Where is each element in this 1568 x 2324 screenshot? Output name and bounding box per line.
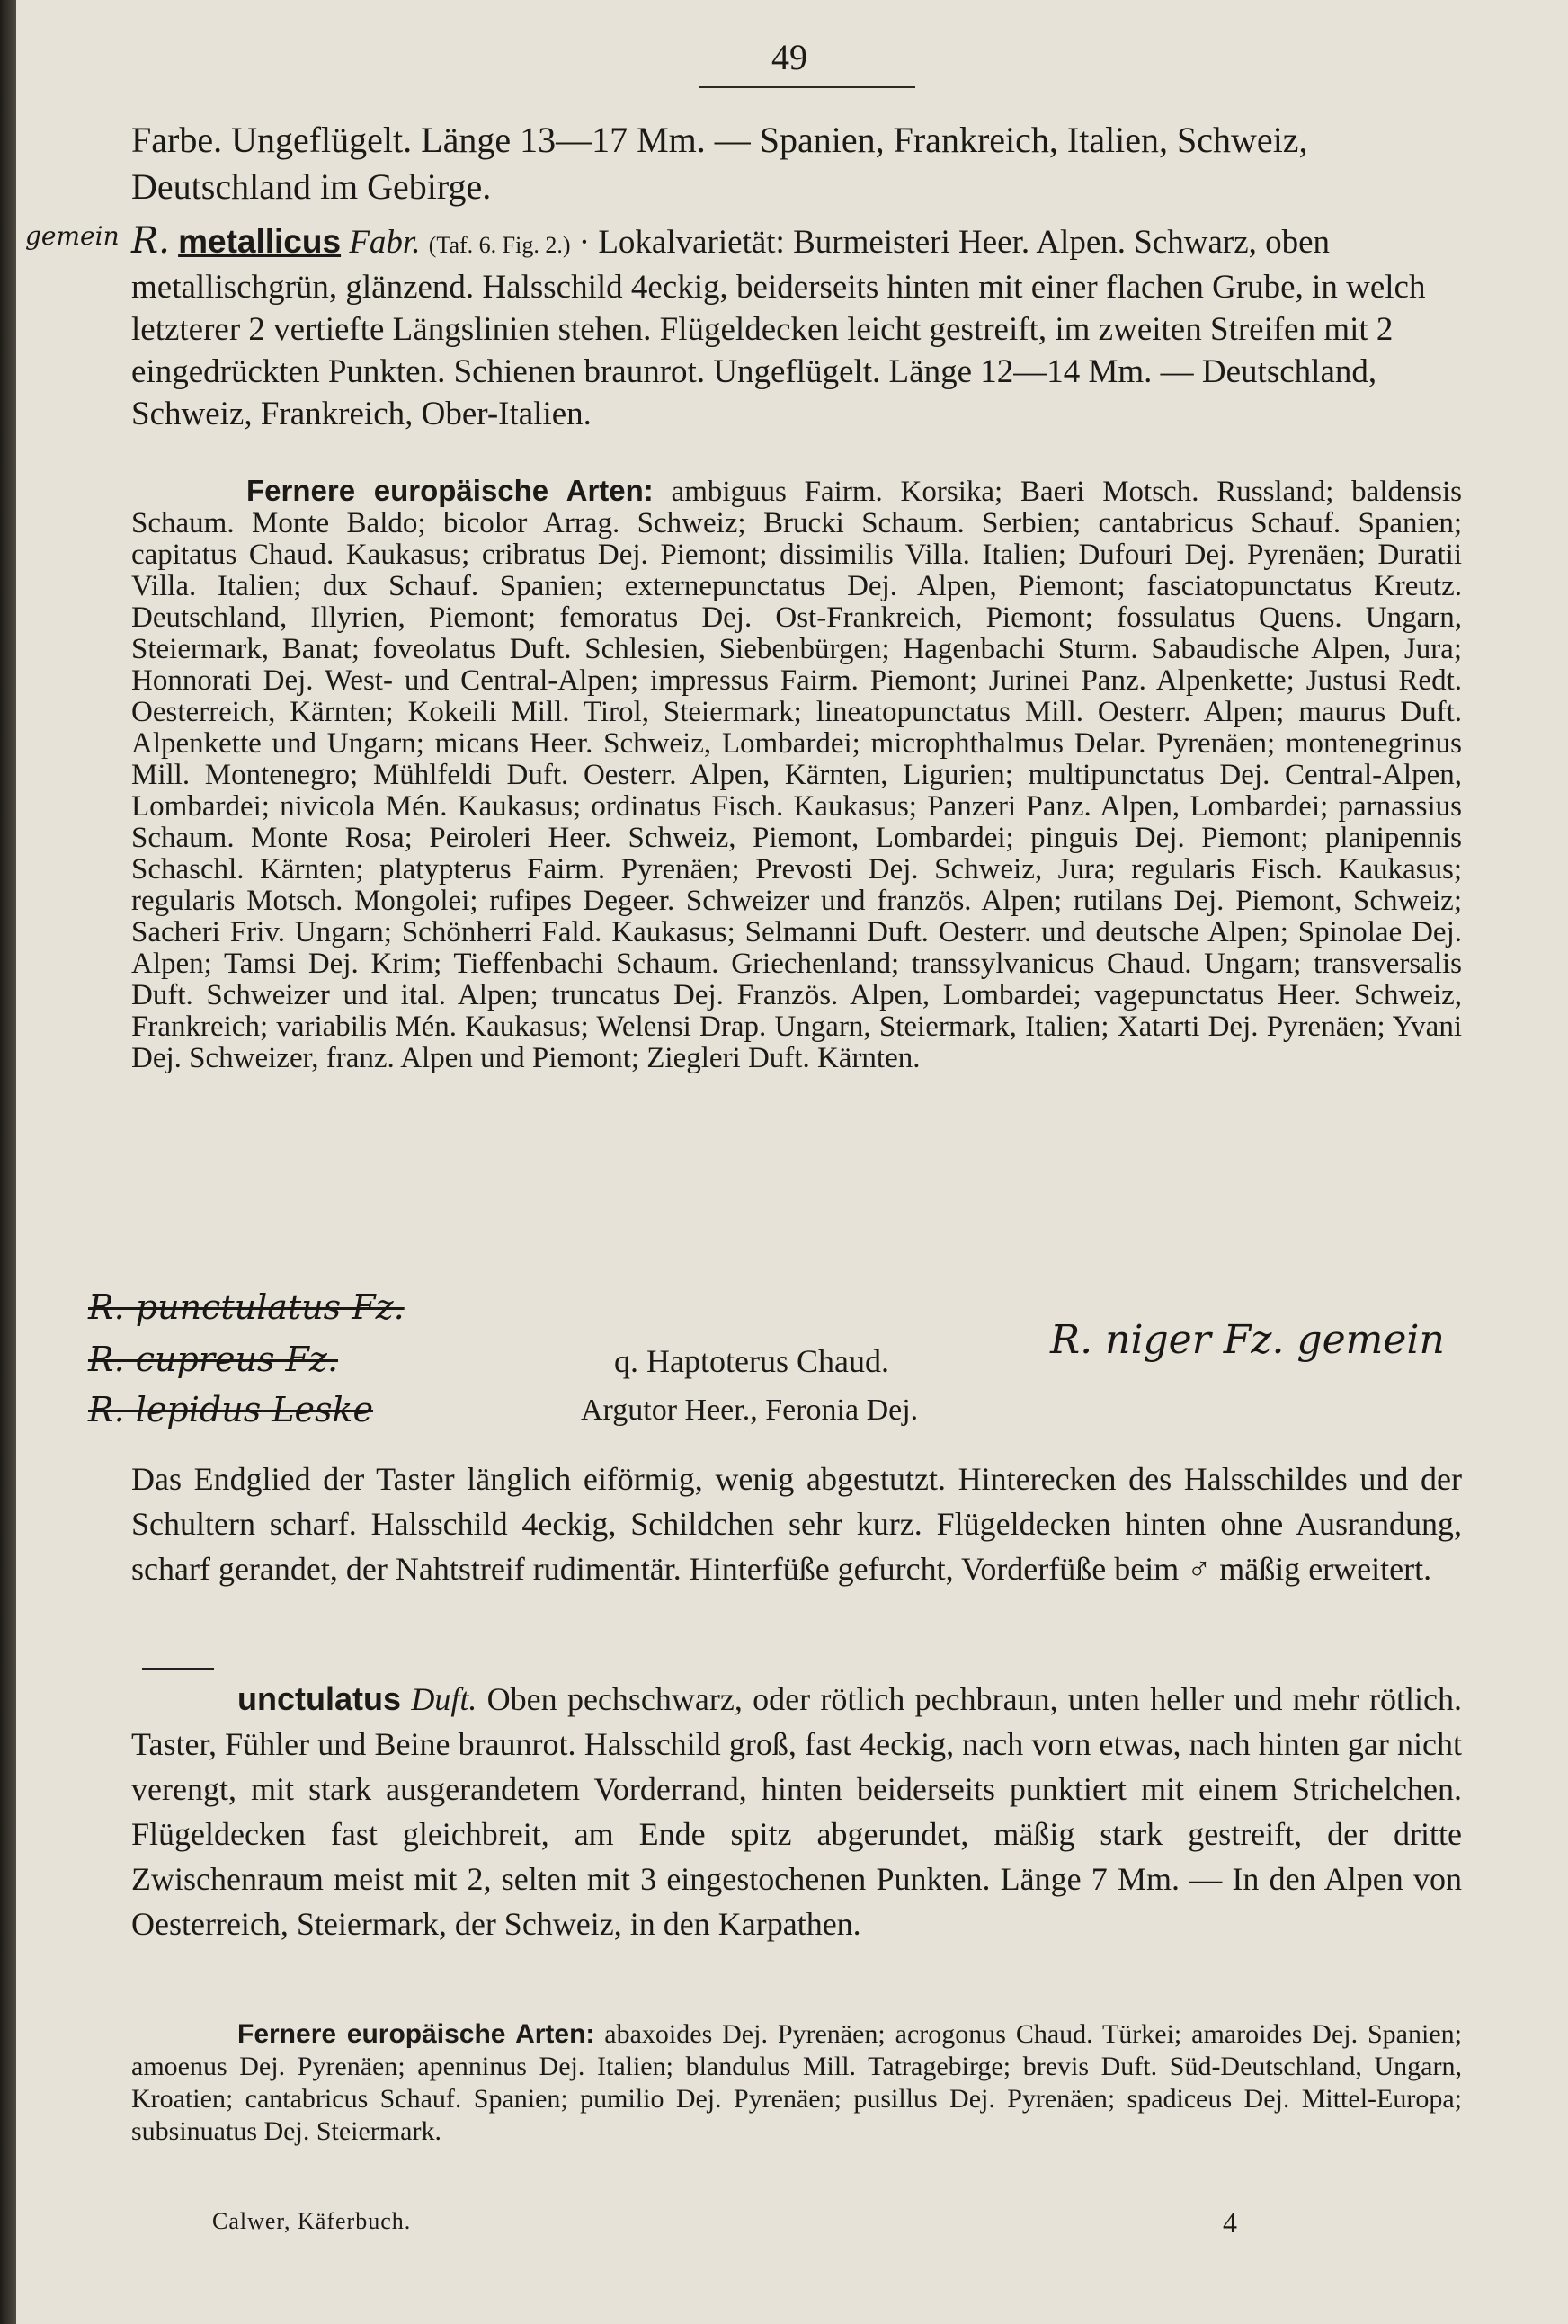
genus-description: Das Endglied der Taster länglich eiförmig, wenig abgestutzt. Hinterecken des Halsschildes und der Schultern scharf. Halsschild 4eckig, Schildchen sehr kurz. Flügeldecken hinten ohne Ausrandung, scharf gerandet, der Nahtstreif rudimentär. Hinterfüße gefurcht, Vorderfüße beim ♂ mäßig erweitert. [131,1461,1462,1587]
book-page [16,0,1568,2324]
further-species-text: abaxoides Dej. Pyrenäen; acrogonus Chaud. Türkei; amaroides Dej. Spanien; amoenus Dej. Pyrenäen; apenninus Dej. Italien; blandulus Mill. Tatragebirge; brevis Duft. Süd-Deutschland, Ungarn, Kroatien; cantabricus Schauf. Spanien; pumilio Dej. Pyrenäen; pusillus Dej. Pyrenäen; spadiceus Dej. Mittel-Europa; subsinuatus Dej. Steiermark. [131,2019,1462,2146]
genus-abbrev-handwritten: R. [131,220,170,262]
further-species-label: Fernere europäische Arten: [246,474,654,507]
species-description: Oben pechschwarz, oder rötlich pechbraun, unten heller und mehr rötlich. Taster, Fühler und Beine braunrot. Halsschild groß, fast 4eckig, nach vorn etwas, nach hinten gar nicht verengt, mit stark ausgerandetem Vorderrand, hinten beiderseits punktiert mit einem Strichelchen. Flügeldecken fast gleichbreit, am Ende spitz abgerundet, mäßig stark gestreift, der dritte Zwischenraum meist mit 2, selten mit 3 eingestochenen Punkten. Länge 7 Mm. — In den Alpen von Oesterreich, Steiermark, der Schweiz, in den Karpathen. [131,1681,1463,1942]
header-rule [699,86,915,88]
struck-note-2: R. cupreus Fz. [88,1340,339,1379]
footer-signature-mark: 4 [1223,2206,1237,2239]
footer-book-title: Calwer, Käferbuch. [212,2208,412,2234]
species-description: · Lokalvarietät: Burmeisteri Heer. Alpen. Schwarz, oben metallischgrün, glänzend. Halsschild 4eckig, beiderseits hinten mit einer flachen Grube, in welch letzterer 2 vertiefte Längslinien stehen. Flügeldecken leicht gestreift, im zweiten Streifen mit 2 eingedrückten Punkten. Schienen braunrot. Ungeflügelt. Länge 12—14 Mm. — Deutschland, Schweiz, Frankreich, Ober-Italien. [131,224,1426,432]
handwritten-note: R. niger Fz. gemein [1050,1317,1445,1363]
struck-note-1: R. punctulatus Fz. [88,1287,405,1327]
further-species-list-2 [131,2018,1462,2148]
further-species-list-1 [131,475,1462,1074]
page-number: 49 [771,37,807,77]
genus-heading: q. Haptoterus Chaud. [614,1343,889,1379]
further-species-label: Fernere europäische Arten: [237,2019,595,2049]
species-unctulatus [131,1677,1462,1946]
species-author: Fabr. [349,224,421,261]
figure-ref: (Taf. 6. Fig. 2.) [428,232,571,258]
margin-dash [142,1668,214,1670]
margin-note: gemein [25,221,120,251]
species-metallicus [25,220,1462,435]
paragraph-continuation: Farbe. Ungeflügelt. Länge 13—17 Mm. — Spanien, Frankreich, Italien, Schweiz, Deutschland im Gebirge. [131,120,1308,207]
further-species-text: ambiguus Fairm. Korsika; Baeri Motsch. Russland; baldensis Schaum. Monte Baldo; bicolor Arrag. Schweiz; Brucki Schaum. Serbien; cantabricus Schauf. Spanien; capitatus Chaud. Kaukasus; cribratus Dej. Piemont; dissimilis Villa. Italien; Dufouri Dej. Pyrenäen; Duratii Villa. Italien; dux Schauf. Spanien; externepunctatus Dej. Alpen, Piemont; fasciatopunctatus Kreutz. Deutschland, Illyrien, Piemont; femoratus Dej. Ost-Frankreich, Piemont; fossulatus Quens. Ungarn, Steiermark, Banat; foveolatus Duft. Schlesien, Siebenbürgen; Hagenbachi Sturm. Sabaudische Alpen, Jura; Honnorati Dej. West- und Central-Alpen; impressus Fairm. Piemont; Jurinei Panz. Alpenkette; Justusi Redt. Oesterreich, Kärnten; Kokeili Mill. Tirol, Steiermark; lineatopunctatus Mill. Oesterr. Alpen; maurus Duft. Alpenkette und Ungarn; micans Heer. Schweiz, Lombardei; microphthalmus Delar. Pyrenäen; montenegrinus Mill. Montenegro; Mühlfeldi Duft. Oesterr. Alpen, Kärnten, Ligurien; multipunctatus Dej. Central-Alpen, Lombardei; nivicola Mén. Kaukasus; ordinatus Fisch. Kaukasus; Panzeri Panz. Alpen, Lombardei; parnassius Schaum. Monte Rosa; Peiroleri Heer. Schweiz, Piemont, Lombardei; pinguis Dej. Piemont; planipennis Schaschl. Kärnten; platypterus Fairm. Pyrenäen; Prevosti Dej. Schweiz, Jura; regularis Fisch. Kaukasus; regularis Motsch. Mongolei; rufipes Degeer. Schweizer und französ. Alpen; rutilans Dej. Piemont, Schweiz; Sacheri Friv. Ungarn; Schönherri Fald. Kaukasus; Selmanni Duft. Oesterr. und deutsche Alpen; Spinolae Dej. Alpen; Tamsi Dej. Krim; Tieffenbachi Schaum. Griechenland; transsylvanicus Chaud. Ungarn; transversalis Duft. Schweizer und ital. Alpen; truncatus Dej. Französ. Alpen, Lombardei; vagepunctatus Heer. Schweiz, Frankreich; variabilis Mén. Kaukasus; Welensi Drap. Ungarn, Steiermark, Italien; Xatarti Dej. Pyrenäen; Yvani Dej. Schweizer, franz. Alpen und Piemont; Ziegleri Duft. Kärnten. [131,476,1462,1074]
species-author: Duft. [411,1681,477,1717]
struck-note-3: R. lepidus Leske [88,1390,374,1429]
species-name: unctulatus [237,1680,402,1717]
genus-synonyms: Argutor Heer., Feronia Dej. [581,1394,919,1427]
species-name: metallicus [178,223,342,260]
